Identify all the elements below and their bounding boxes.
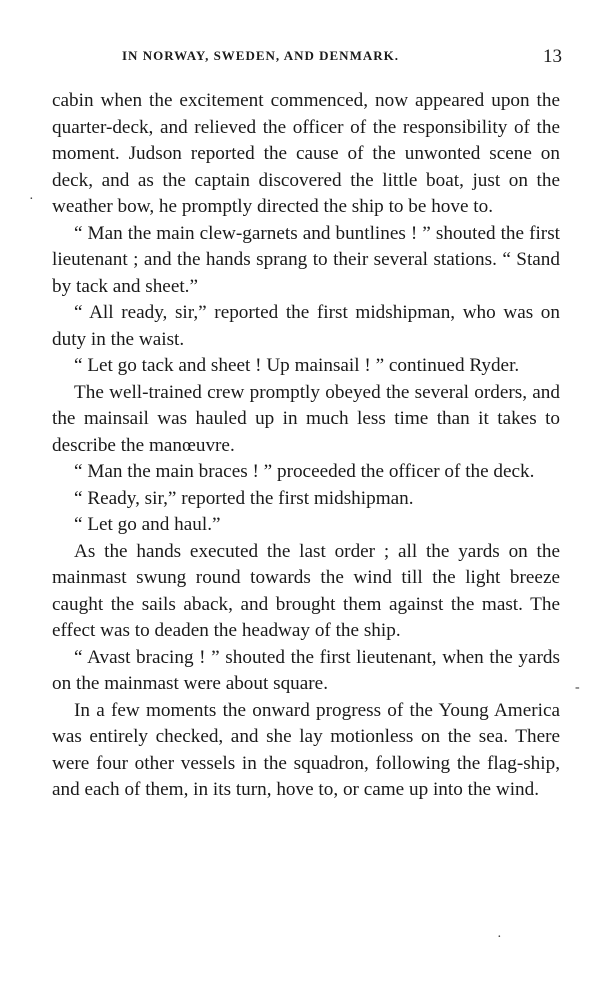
scan-speck: · (29, 192, 34, 207)
running-head (50, 48, 562, 70)
running-title: IN NORWAY, SWEDEN, AND DENMARK. (122, 48, 399, 63)
paragraph: “ Man the main braces ! ” proceeded the officer of the deck. (74, 461, 535, 482)
paragraph: “ Avast bracing ! ” shouted the first lieutenant, when the yards on the mainmast were about square. (52, 646, 560, 694)
paragraph: “ Ready, sir,” reported the first midshipman. (74, 487, 414, 509)
scan-speck: - (575, 680, 580, 695)
paragraph: In a few moments the onward progress of the Young America was entirely checked, and she lay motionless on the sea. There were four other vessels in the squadron, following the flag-ship, and each of them, in its turn, hove to, or came up into the wind. (52, 699, 560, 800)
paragraph: The well-trained crew promptly obeyed the several orders, and the mainsail was hauled up in much less time than it takes to describe the manœuvre. (52, 381, 560, 456)
paragraph: “ Let go tack and sheet ! Up mainsail ! ” continued Ryder. (74, 355, 520, 376)
page-body (52, 88, 560, 804)
page-number: 13 (543, 46, 562, 67)
paragraph: As the hands executed the last order ; all the yards on the mainmast swung round towards the wind till the light breeze caught the sails aback, and brought them against the mast. The effect was to deaden the headway of the ship. (52, 540, 560, 641)
paragraph: “ All ready, sir,” reported the first midshipman, who was on duty in the waist. (52, 302, 560, 350)
scan-speck: · (497, 930, 502, 945)
paragraph: “ Man the main clew-garnets and buntlines ! ” shouted the first lieutenant ; and the hands sprang to their several stations. “ Stand by tack and sheet.” (52, 222, 560, 297)
paragraph: cabin when the excitement commenced, now appeared upon the quarter-deck, and relieved the officer of the responsibility of the moment. Judson reported the cause of the unwonted scene on deck, and as the captain discovered the little boat, just on the weather bow, he promptly directed the ship to be hove to. (52, 90, 560, 217)
paragraph: “ Let go and haul.” (74, 514, 221, 535)
